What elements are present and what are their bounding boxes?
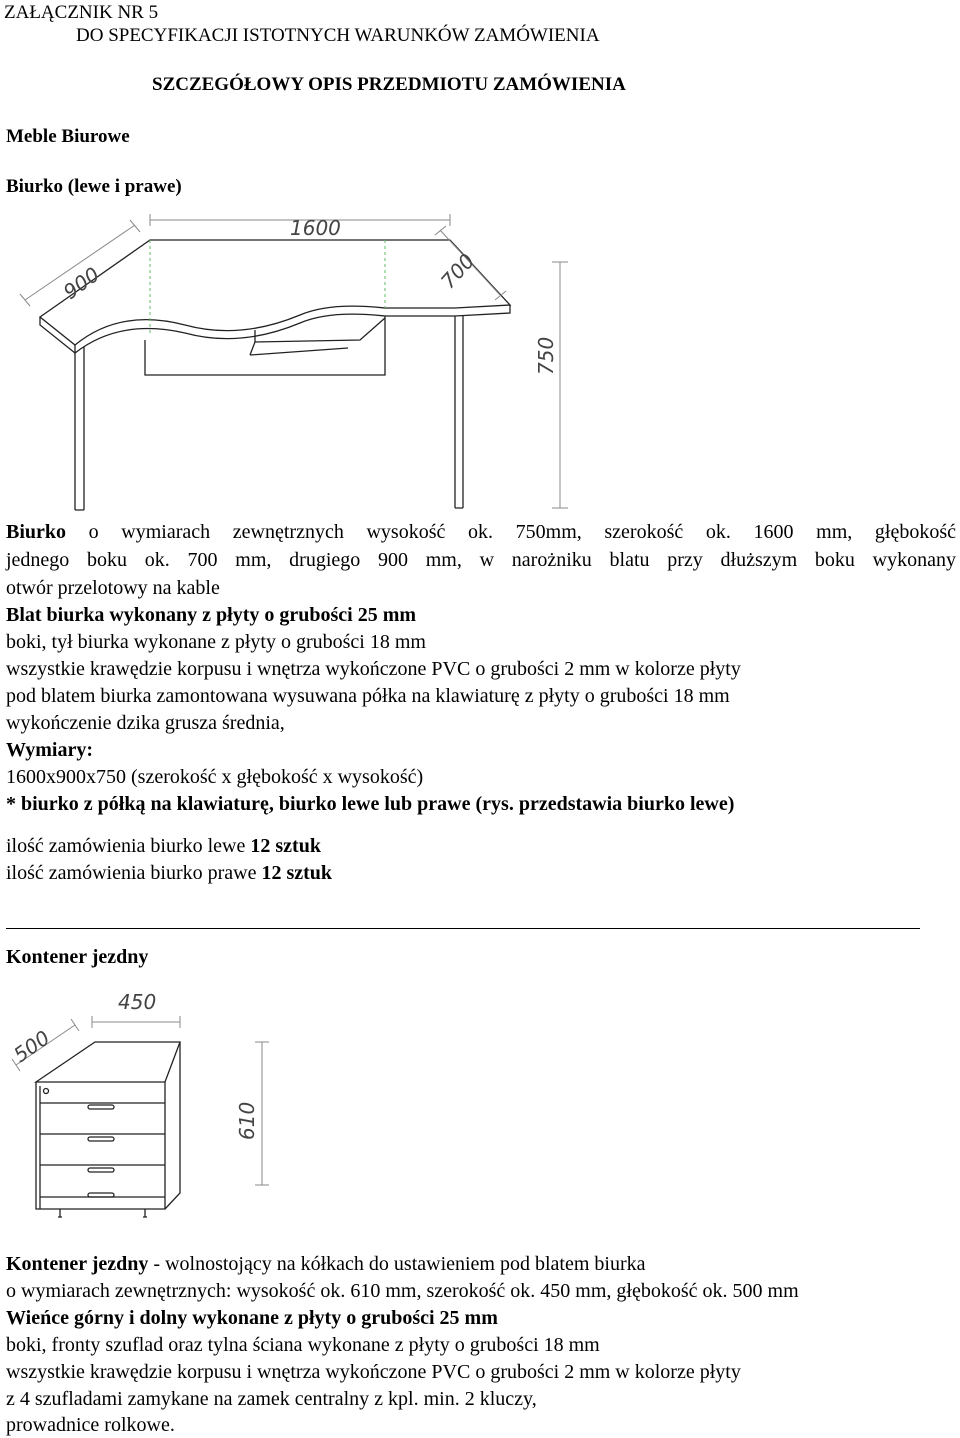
desk-note: * biurko z półką na klawiaturę, biurko lewe lub prawe (rys. przedstawia biurko lewe) bbox=[6, 793, 735, 815]
annex-subtitle: DO SPECYFIKACJI ISTOTNYCH WARUNKÓW ZAMÓWIENIA bbox=[76, 25, 600, 46]
document-title: SZCZEGÓŁOWY OPIS PRZEDMIOTU ZAMÓWIENIA bbox=[152, 74, 626, 95]
container-heading: Kontener jezdny bbox=[6, 946, 149, 968]
container-rails-spec: prowadnice rolkowe. bbox=[6, 1414, 175, 1436]
desk-dims-label: Wymiary: bbox=[6, 739, 94, 761]
desk-right-depth-dim: 700 bbox=[435, 248, 480, 294]
container-width-dim: 450 bbox=[118, 990, 157, 1014]
container-height-dim: 610 bbox=[235, 1101, 259, 1140]
container-dims-line: o wymiarach zewnętrznych: wysokość ok. 610 mm, szerokość ok. 450 mm, głębokość ok. 500 mm bbox=[6, 1280, 799, 1302]
desk-order-left: ilość zamówienia biurko lewe 12 sztuk bbox=[6, 835, 321, 857]
annex-number: ZAŁĄCZNIK NR 5 bbox=[4, 2, 159, 23]
desk-finish-spec: wykończenie dzika grusza średnia, bbox=[6, 712, 285, 734]
desk-heading: Biurko (lewe i prawe) bbox=[6, 176, 182, 197]
desk-sides-spec: boki, tył biurka wykonane z płyty o grubości 18 mm bbox=[6, 631, 426, 653]
desk-desc-line3: otwór przelotowy na kable bbox=[6, 577, 220, 599]
desk-desc-line1: Biurko o wymiarach zewnętrznych wysokość ok. 750mm, szerokość ok. 1600 mm, głębokość bbox=[6, 521, 956, 543]
container-fronts-spec: boki, fronty szuflad oraz tylna ściana wykonane z płyty o grubości 18 mm bbox=[6, 1334, 600, 1356]
container-depth-dim: 500 bbox=[9, 1025, 55, 1068]
container-drawing bbox=[0, 985, 280, 1230]
container-edges-spec: wszystkie krawędzie korpusu i wnętrza wykończone PVC o grubości 2 mm w kolorze płyty bbox=[6, 1361, 741, 1383]
desk-shelf-spec: pod blatem biurka zamontowana wysuwana półka na klawiaturę z płyty o grubości 18 mm bbox=[6, 685, 730, 707]
desk-dims-value: 1600x900x750 (szerokość x głębokość x wysokość) bbox=[6, 766, 424, 788]
container-tops-spec: Wieńce górny i dolny wykonane z płyty o grubości 25 mm bbox=[6, 1307, 498, 1329]
desk-edges-spec: wszystkie krawędzie korpusu i wnętrza wykończone PVC o grubości 2 mm w kolorze płyty bbox=[6, 658, 741, 680]
desk-width-dim: 1600 bbox=[290, 216, 341, 240]
container-desc: Kontener jezdny - wolnostojący na kółkach do ustawieniem pod blatem biurka bbox=[6, 1253, 646, 1275]
desk-height-dim: 750 bbox=[534, 336, 558, 375]
category-label: Meble Biurowe bbox=[6, 126, 130, 147]
desk-left-depth-dim: 900 bbox=[58, 262, 104, 305]
desk-drawing bbox=[0, 190, 600, 520]
desk-desc-line2: jednego boku ok. 700 mm, drugiego 900 mm, w narożniku blatu przy dłuższym boku wykonany bbox=[6, 549, 956, 571]
desk-top-spec: Blat biurka wykonany z płyty o grubości 25 mm bbox=[6, 604, 417, 626]
desk-order-right: ilość zamówienia biurko prawe 12 sztuk bbox=[6, 862, 333, 884]
section-divider bbox=[6, 928, 920, 929]
container-drawers-spec: z 4 szufladami zamykane na zamek centralny z kpl. min. 2 kluczy, bbox=[6, 1388, 537, 1410]
